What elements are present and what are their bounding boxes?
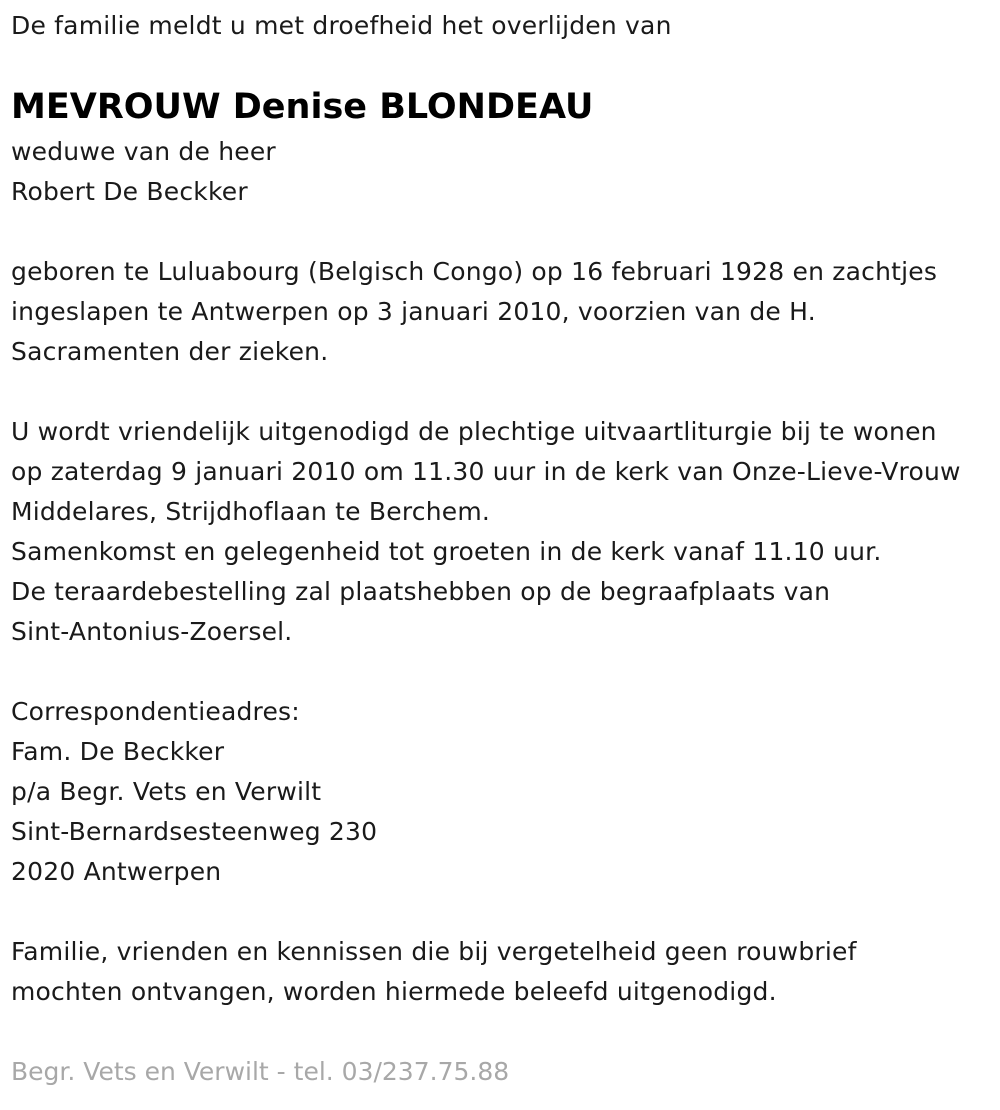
intro-text: De familie meldt u met droefheid het overlijden van [11,11,672,40]
paragraph-line: Sacramenten der zieken. [11,337,329,366]
paragraph-line: Familie, vrienden en kennissen die bij vergetelheid geen rouwbrief [11,937,857,966]
address-line: Sint-Bernardsesteenweg 230 [11,817,378,846]
paragraph-line: mochten ontvangen, worden hiermede beleefd uitgenodigd. [11,977,777,1006]
closing-paragraph [11,932,991,1012]
spouse-name: Robert De Beckker [11,177,248,206]
spacer [11,892,991,932]
address-line: 2020 Antwerpen [11,857,222,886]
paragraph-line: op zaterdag 9 januari 2010 om 11.30 uur in de kerk van Onze-Lieve-Vrouw [11,457,961,486]
address-line: Fam. De Beckker [11,737,225,766]
address-heading: Correspondentieadres: [11,697,300,726]
spacer [11,652,991,692]
paragraph-line: geboren te Luluabourg (Belgisch Congo) op 16 februari 1928 en zachtjes [11,257,938,286]
relation-text: weduwe van de heer [11,137,276,166]
paragraph-line: Sint-Antonius-Zoersel. [11,617,293,646]
paragraph-line: ingeslapen te Antwerpen op 3 januari 2010, voorzien van de H. [11,297,816,326]
paragraph-line: Samenkomst en gelegenheid tot groeten in de kerk vanaf 11.10 uur. [11,537,882,566]
spacer [11,372,991,412]
spacer [11,1012,991,1052]
address-line: p/a Begr. Vets en Verwilt [11,777,322,806]
funeral-paragraph [11,412,991,652]
obituary-notice [11,6,991,1092]
paragraph-line: U wordt vriendelijk uitgenodigd de plechtige uitvaartliturgie bij te wonen [11,417,937,446]
paragraph-line: De teraardebestelling zal plaatshebben op de begraafplaats van [11,577,831,606]
deceased-name: MEVROUW Denise BLONDEAU [11,87,594,127]
birth-death-paragraph [11,252,991,372]
funeral-home-footer: Begr. Vets en Verwilt - tel. 03/237.75.88 [11,1057,510,1086]
paragraph-line: Middelares, Strijdhoflaan te Berchem. [11,497,491,526]
correspondence-address [11,692,991,892]
spacer [11,212,991,252]
